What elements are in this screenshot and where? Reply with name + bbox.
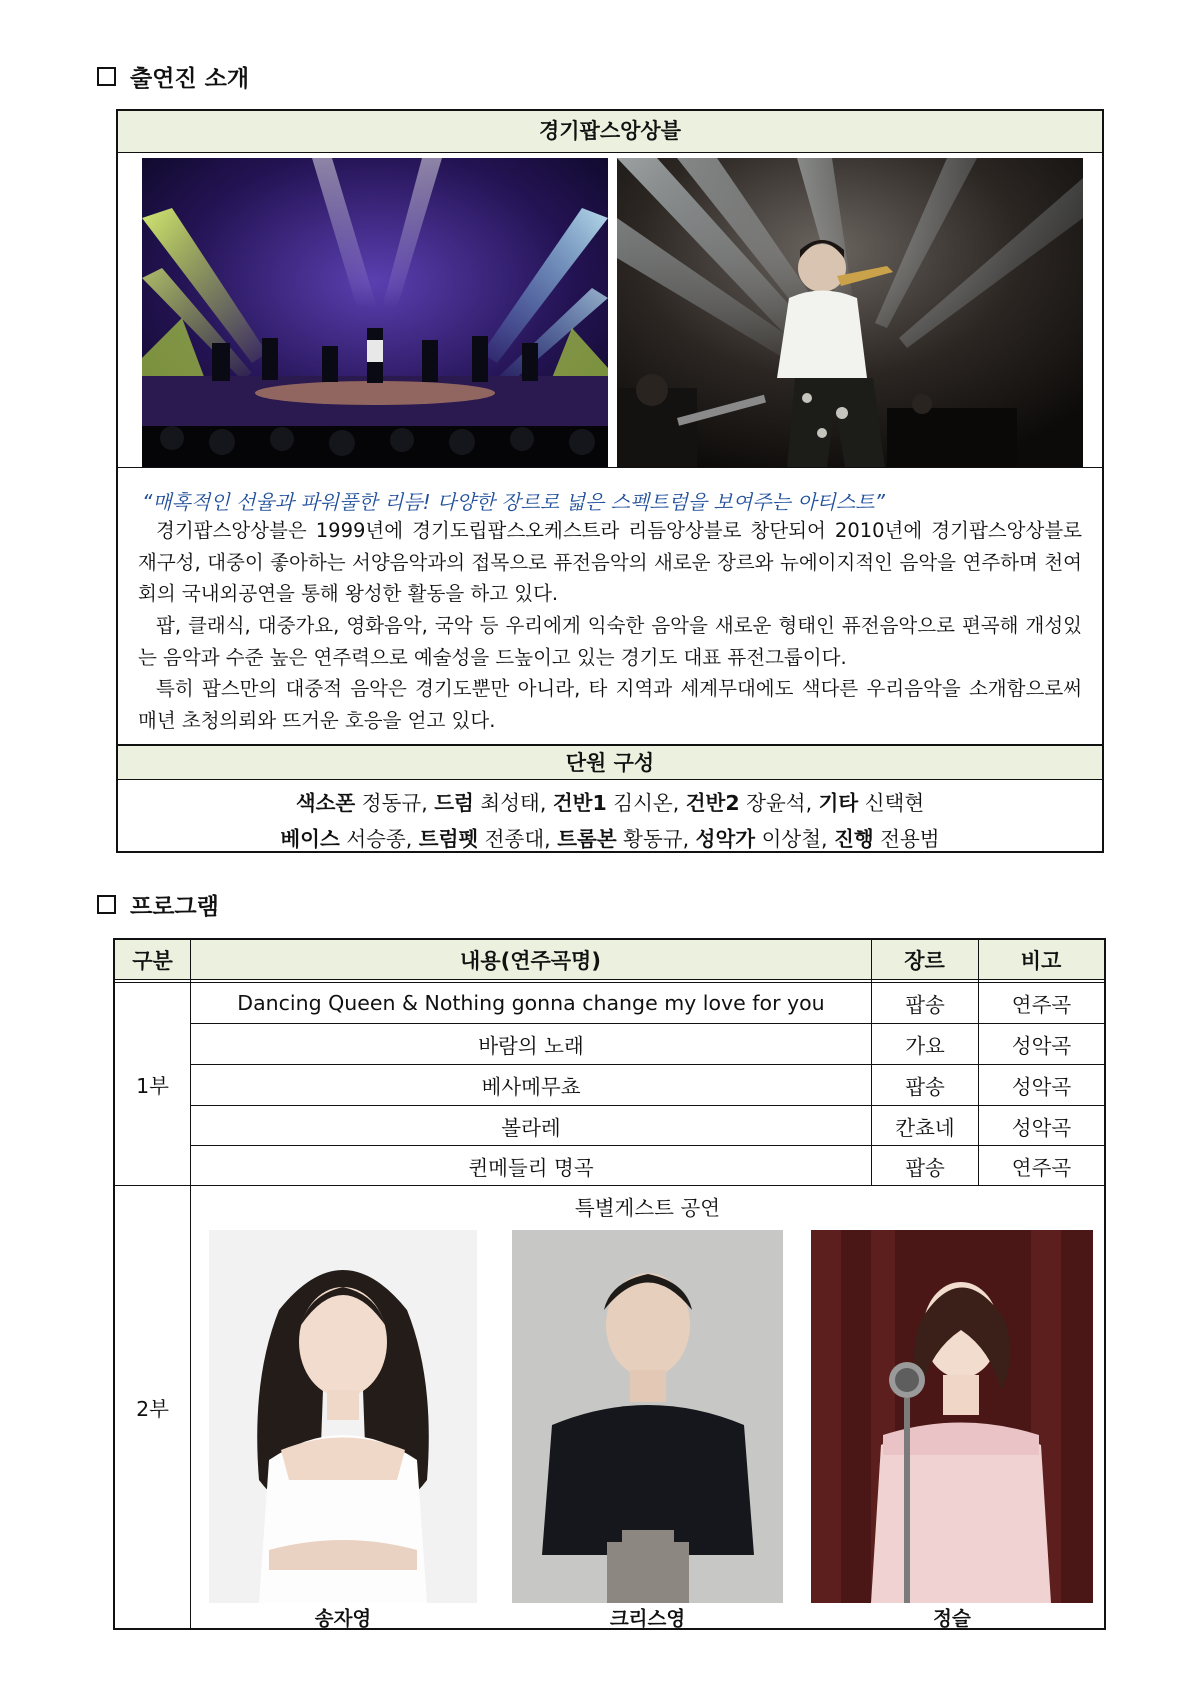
member-role: 드럼 bbox=[434, 791, 474, 815]
song-genre: 가요 bbox=[905, 1034, 945, 1058]
member-name: 김시온 bbox=[613, 791, 673, 815]
song-note: 연주곡 bbox=[1011, 993, 1072, 1017]
member-name: 정동규 bbox=[361, 791, 422, 815]
member-role: 기타 bbox=[818, 791, 859, 815]
members-line: 색소폰 정동규, 드럼 최성태, 건반1 김시온, 건반2 장윤석, 기타 신택현 bbox=[295, 791, 925, 815]
song-note: 성악곡 bbox=[1011, 1115, 1072, 1140]
header-part: 구분 bbox=[115, 940, 190, 979]
member-name: 이상철 bbox=[761, 827, 822, 851]
song-note: 성악곡 bbox=[1011, 1075, 1072, 1099]
member-role: 진행 bbox=[834, 827, 874, 851]
part2-label: 2부 bbox=[136, 1397, 169, 1421]
description-paragraph: 팝, 클래식, 대중가요, 영화음악, 국악 등 우리에게 익숙한 음악을 새로운 형태인 퓨전음악으로 편곡해 개성있는 음악과 수준 높은 연주력으로 예술성을 드높이고 있는 경기도 대표 퓨전그룹이다. bbox=[138, 614, 1082, 669]
song-genre: 팝송 bbox=[905, 1075, 945, 1099]
member-role: 색소폰 bbox=[295, 791, 356, 815]
song-title: Dancing Queen & Nothing gonna change my love for you bbox=[237, 991, 825, 1015]
stage-photo-saxophonist bbox=[617, 158, 1083, 467]
song-genre: 칸쵸네 bbox=[895, 1115, 955, 1140]
stage-photo-band bbox=[142, 158, 608, 467]
member-role: 트롬본 bbox=[557, 827, 617, 851]
part-divider bbox=[115, 1185, 1104, 1186]
header-genre: 장르 bbox=[871, 940, 978, 979]
special-guest-title: 특별게스트 공연 bbox=[574, 1196, 721, 1220]
ensemble-description bbox=[118, 467, 1102, 744]
guest-name: 송자영 bbox=[314, 1607, 372, 1630]
header-note: 비고 bbox=[978, 940, 1104, 979]
song-genre: 팝송 bbox=[905, 993, 945, 1017]
member-name: 전종대 bbox=[484, 827, 545, 851]
description-paragraph: 특히 팝스만의 대중적 음악은 경기도뿐만 아니라, 타 지역과 세계무대에도 색다른 우리음악을 소개함으로써 매년 초청의뢰와 뜨거운 호응을 얻고 있다. bbox=[138, 677, 1082, 732]
program-section-title bbox=[97, 888, 219, 921]
description-paragraph: 경기팝스앙상블은 1999년에 경기도립팝스오케스트라 리듬앙상블로 창단되어 2010년에 경기팝스앙상블로 재구성, 대중이 좋아하는 서양음악과의 접목으로 퓨전음악의 새로운 장르와 뉴에이지적인 음악을 연주하며 천여회의 국내외공연을 통해 왕성한 활동을 하고 있다. bbox=[138, 519, 1082, 605]
program-title-text: 프로그램 bbox=[130, 894, 219, 920]
member-name: 황동규 bbox=[623, 827, 683, 851]
performers-title-text: 출연진 소개 bbox=[130, 66, 250, 92]
member-role: 성악가 bbox=[695, 827, 756, 851]
member-name: 전용범 bbox=[880, 827, 940, 851]
member-role: 건반2 bbox=[685, 791, 740, 815]
guest-name: 크리스영 bbox=[609, 1607, 686, 1630]
song-title: 볼라레 bbox=[501, 1115, 561, 1140]
song-note: 성악곡 bbox=[1011, 1034, 1072, 1058]
guest-photo-chris-young bbox=[512, 1230, 783, 1603]
member-role: 베이스 bbox=[280, 827, 340, 851]
checkbox-square-icon bbox=[97, 895, 116, 914]
part1-label: 1부 bbox=[136, 1074, 169, 1098]
header-content: 내용(연주곡명) bbox=[190, 940, 871, 979]
song-title: 퀸메들리 명곡 bbox=[468, 1155, 594, 1180]
member-role: 트럼펫 bbox=[418, 827, 479, 851]
song-title: 바람의 노래 bbox=[478, 1034, 584, 1058]
program-table bbox=[113, 938, 1106, 1630]
song-title: 베사메무쵸 bbox=[481, 1075, 581, 1099]
member-name: 최성태 bbox=[480, 791, 540, 815]
header-divider bbox=[115, 979, 1104, 980]
members-title: 단원 구성 bbox=[118, 744, 1102, 780]
guest-photo-song-jayoung bbox=[209, 1230, 477, 1603]
performers-section-title bbox=[97, 60, 249, 93]
member-name: 서승종 bbox=[346, 827, 406, 851]
member-name: 신택현 bbox=[864, 791, 925, 815]
song-note: 연주곡 bbox=[1011, 1155, 1072, 1180]
ensemble-quote: “매혹적인 선율과 파워풀한 리듬! 다양한 장르로 넓은 스펙트럼을 보여주는 아티스트” bbox=[142, 490, 885, 514]
checkbox-square-icon bbox=[97, 67, 116, 86]
members-line: 베이스 서승종, 트럼펫 전종대, 트롬본 황동규, 성악가 이상철, 진행 전용범 bbox=[280, 827, 940, 851]
member-name: 장윤석 bbox=[746, 791, 806, 815]
member-role: 건반1 bbox=[552, 791, 607, 815]
ensemble-name: 경기팝스앙상블 bbox=[118, 111, 1102, 153]
guest-name: 정슬 bbox=[933, 1607, 971, 1630]
guest-photo-jeong-seul bbox=[811, 1230, 1093, 1603]
performer-box bbox=[116, 109, 1104, 853]
song-genre: 팝송 bbox=[905, 1155, 945, 1180]
